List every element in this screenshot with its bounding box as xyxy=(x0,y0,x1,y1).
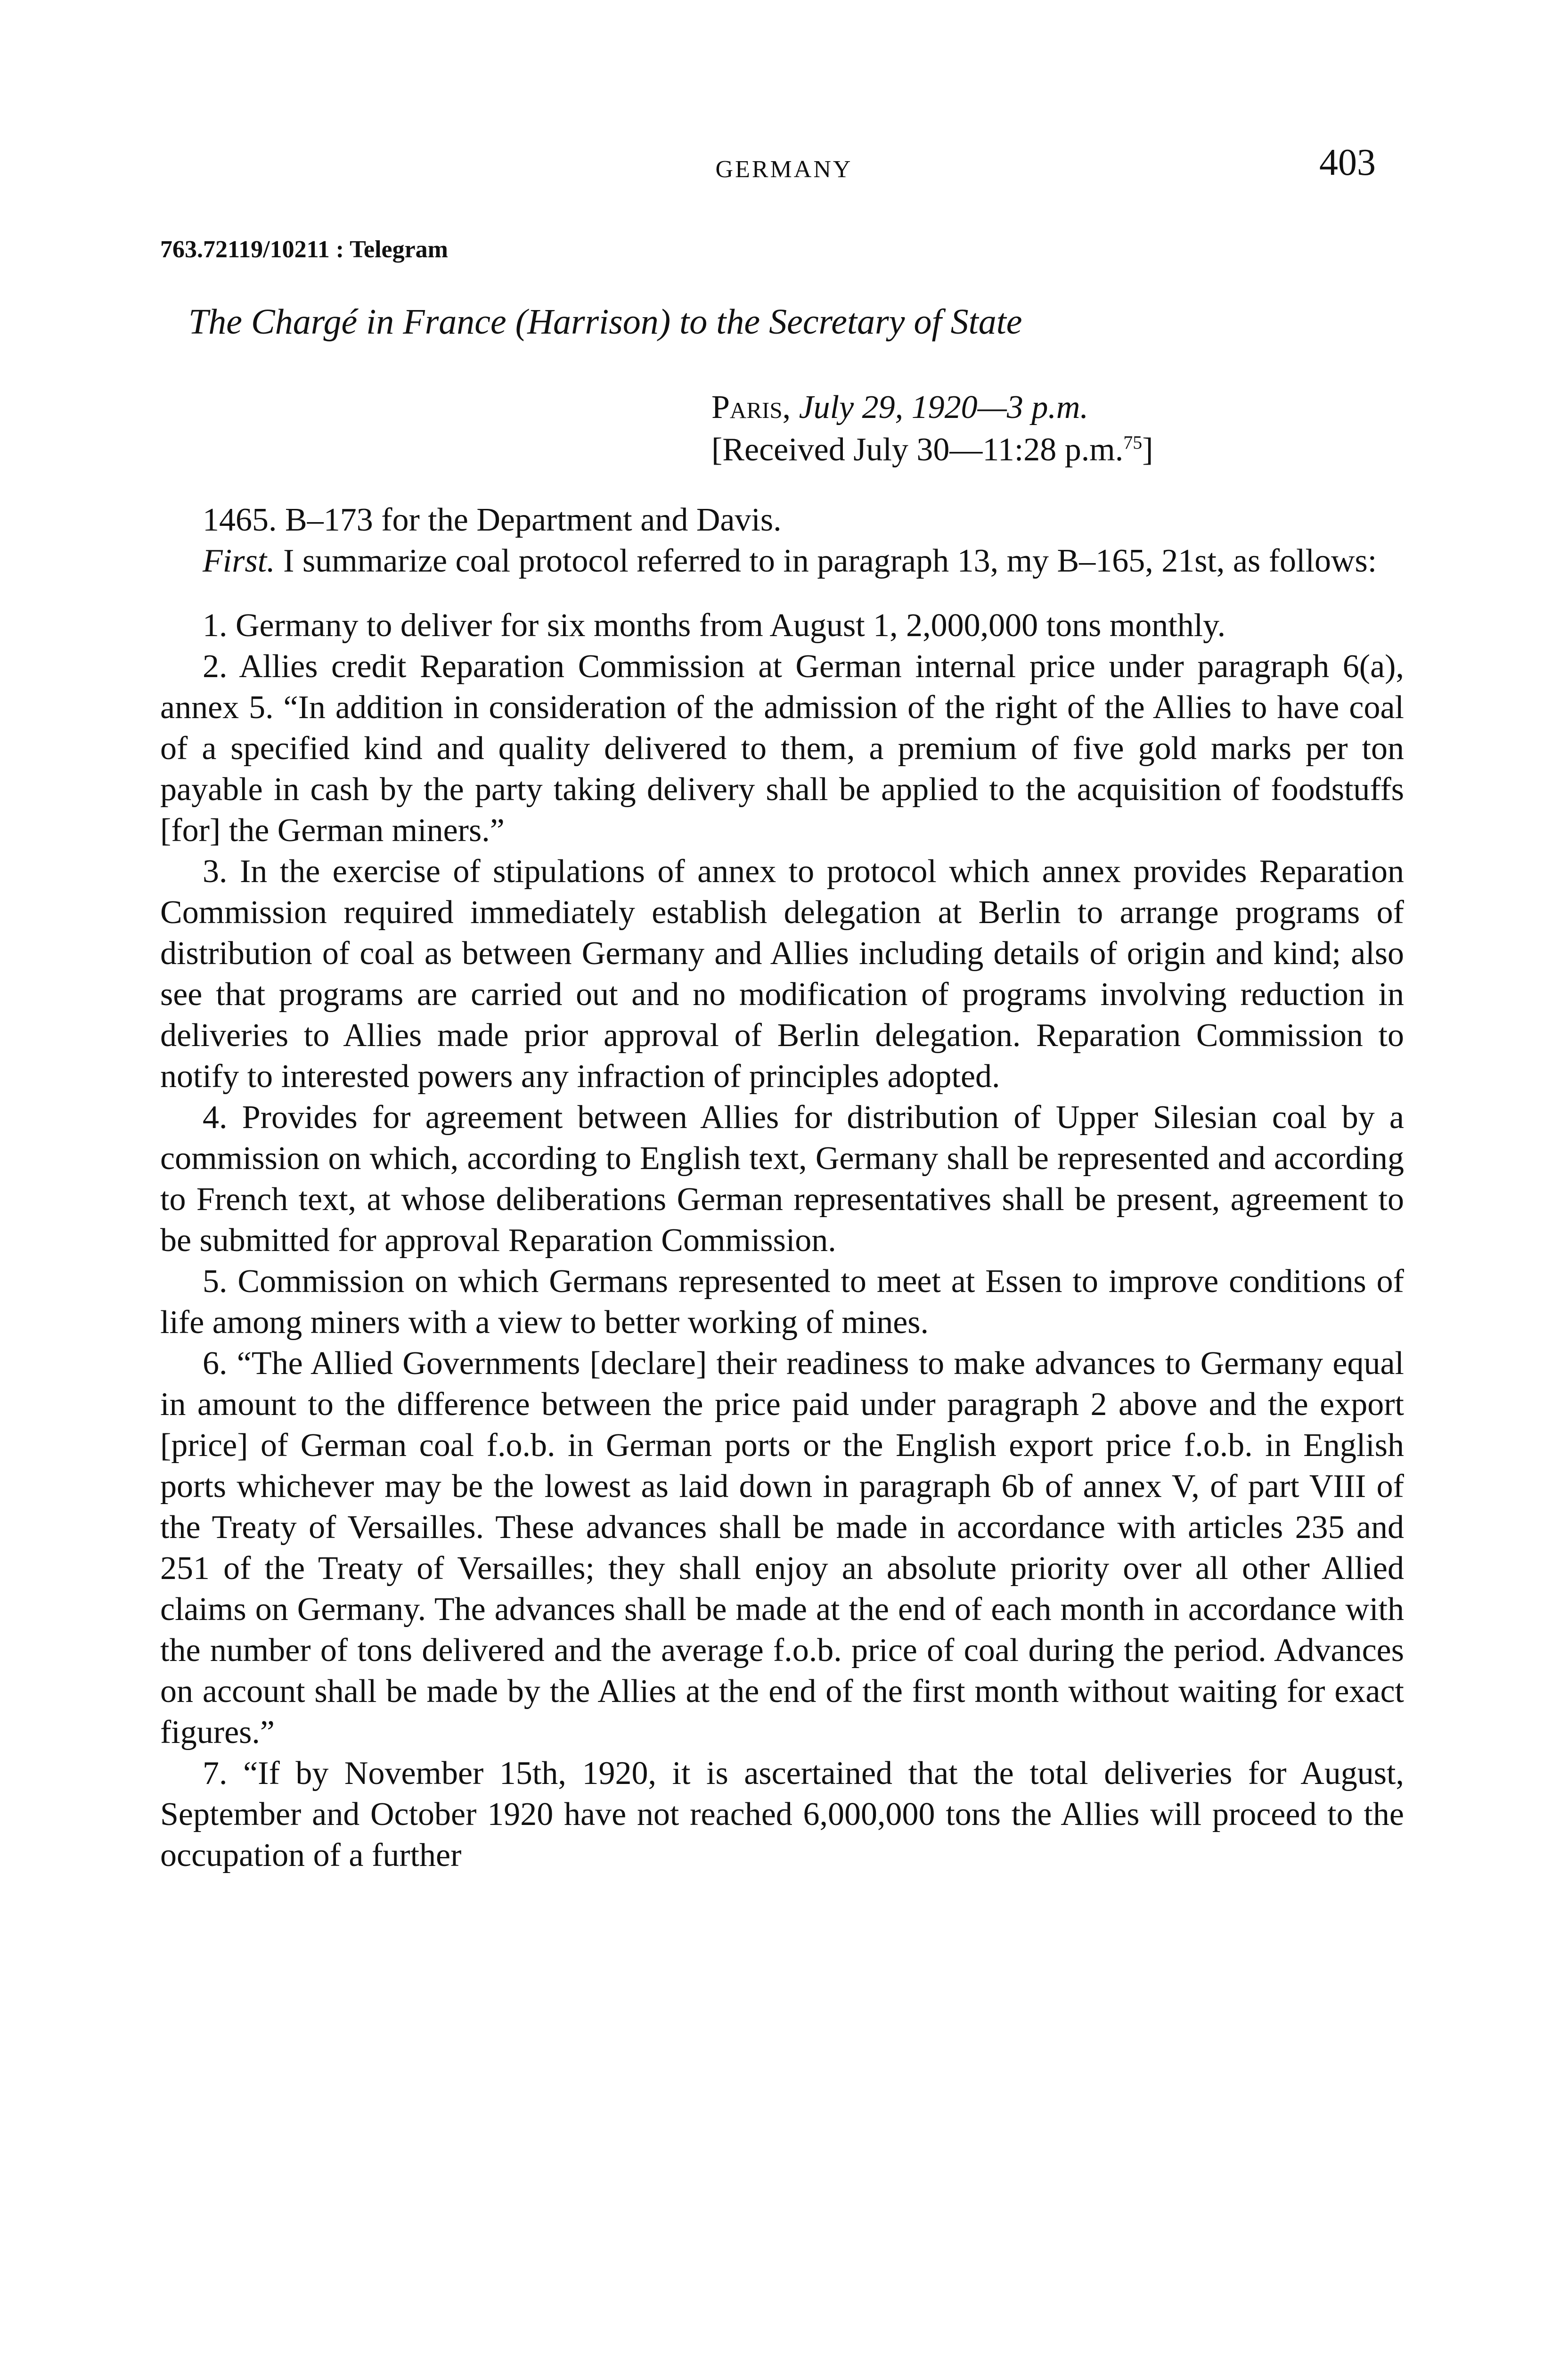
item-6: 6. “The Allied Governments [declare] their readiness to make advances to Germany equal in amount to the difference between the price paid under paragraph 2 above and the export [price] of German coal f.o.b. in German ports or the English export price f.o.b. in English ports whichever may be the lowest as laid down in paragraph 6b of annex V, of part VIII of the Treaty of Versailles. These advances shall be made in accordance with articles 235 and 251 of the Treaty of Versailles; they shall enjoy an absolute priority over all other Allied claims on Germany. The advances shall be made at the end of each month in accordance with the number of tons delivered and the average f.o.b. price of coal during the period. Advances on account shall be made by the Allies at the end of the first month without waiting for exact figures.” xyxy=(160,1345,1404,1751)
running-title: GERMANY xyxy=(715,156,853,183)
title-part-1: The Chargé in France ( xyxy=(188,302,528,342)
intro-paragraph: 1465. B–173 for the Department and Davis. xyxy=(203,502,782,538)
file-id: 763.72119/10211 : Telegram xyxy=(160,236,448,263)
footnote-marker: 75 xyxy=(1123,432,1143,453)
item-5: 5. Commission on which Germans represented to meet at Essen to improve conditions of life among miners with a view to better working of mines. xyxy=(160,1263,1404,1341)
item-3: 3. In the exercise of stipulations of annex to protocol which annex provides Reparation Commission required immediately establish delegation at Berlin to arrange programs of distribution of coal as between Germany and Allies including details of origin and kind; also see that programs are carried out and no modification of programs involving reduction in deliveries to Allies made prior approval of Berlin delegation. Reparation Commission to notify to interested powers any infraction of principles adopted. xyxy=(160,853,1404,1095)
dateline-city: Paris xyxy=(711,389,783,425)
item-2: 2. Allies credit Reparation Commission at German internal price under paragraph 6(a), annex 5. “In addition in consideration of the admission of the right of the Allies to have coal of a specified kind and quality delivered to them, a premium of five gold marks per ton payable in cash by the party taking delivery shall be applied to the acquisition of foodstuffs [for] the German miners.” xyxy=(160,648,1404,849)
dateline-date: July 29, 1920—3 p.m. xyxy=(799,389,1088,425)
telegram-body xyxy=(160,499,1404,1876)
document-title xyxy=(188,302,1022,343)
first-label: First. xyxy=(203,543,275,579)
item-1: 1. Germany to deliver for six months from August 1, 2,000,000 tons monthly. xyxy=(203,607,1226,644)
item-7: 7. “If by November 15th, 1920, it is ascertained that the total deliveries for August, September and October 1920 have not reached 6,000,000 tons the Allies will proceed to the occupation of a further xyxy=(160,1755,1404,1873)
title-part-3: ) to the Secretary of State xyxy=(658,302,1022,342)
received-text: [Received July 30—11:28 p.m. xyxy=(711,432,1124,468)
item-4: 4. Provides for agreement between Allies for distribution of Upper Silesian coal by a commission on which, according to English text, Germany shall be represented and according to French text, at whose deliberations German representatives shall be present, agreement to be submitted for approval Reparation Commission. xyxy=(160,1099,1404,1259)
first-paragraph xyxy=(160,540,1404,581)
page-number: 403 xyxy=(1319,142,1376,183)
first-text: I summarize coal protocol referred to in paragraph 13, my B–165, 21st, as follows: xyxy=(275,543,1377,579)
title-part-2: Harrison xyxy=(527,302,659,342)
dateline xyxy=(711,386,1153,471)
dateline-received xyxy=(711,429,1153,471)
dateline-sent: Paris, July 29, 1920—3 p.m. xyxy=(711,389,1088,425)
received-close: ] xyxy=(1142,432,1153,468)
